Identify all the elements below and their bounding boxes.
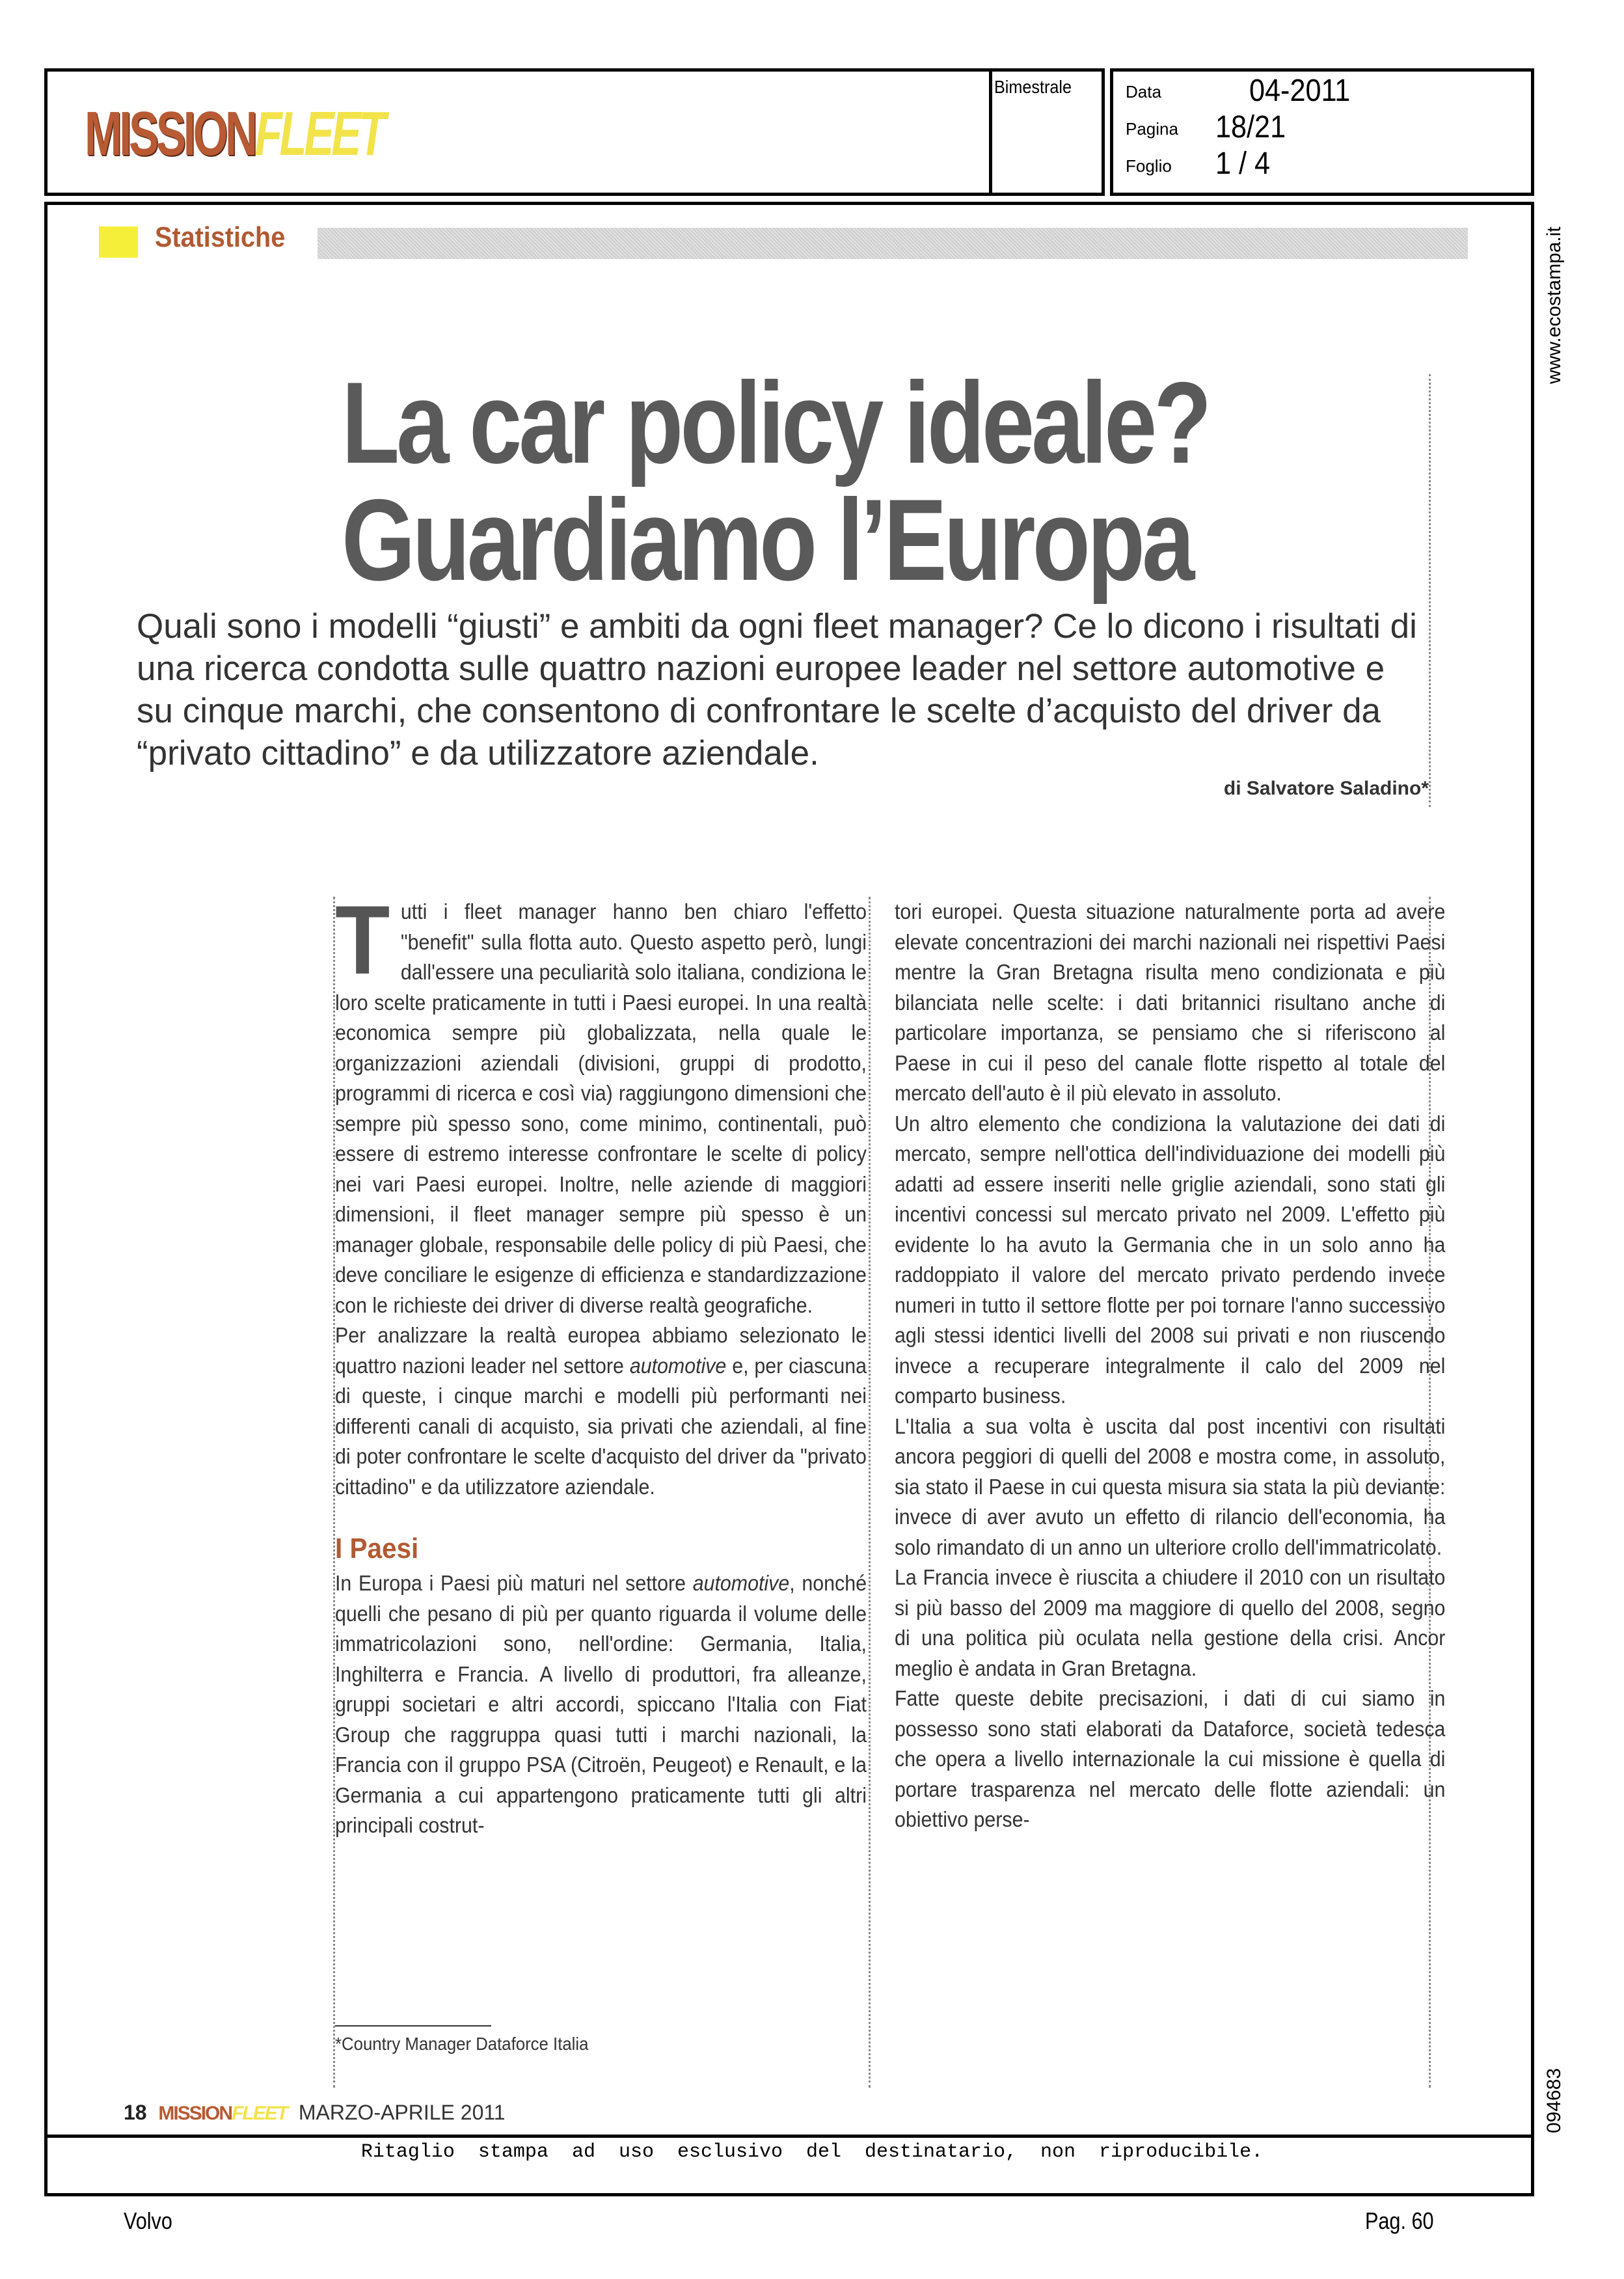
side-url: www.ecostampa.it [1543, 226, 1565, 384]
meta-value-pagina: 18/21 [1215, 110, 1286, 144]
paragraph: Fatte queste debite precisazioni, i dati di cui siamo in possesso sono stati elaborati da Dataforce, società tedesca che opera a livello internazionale la cui missione è quella di portare trasparenza nel mercato delle flotte aziendali: un obiettivo perse- [895, 1686, 1446, 1831]
paragraph: Tutti i fleet manager hanno ben chiaro l'effetto "benefit" sulla flotta auto. Questo aspetto però, lungi dall'essere una peculiarità solo italiana, condiziona le loro scelte praticamente in tutti i Paesi europei. In una realtà economica sempre più globalizzata, nella quale le organizzazioni aziendali (divisioni, gruppi di prodotto, programmi di ricerca e così via) raggiungono dimensioni che sempre più spesso sono, come minimo, continentali, può essere di estremo interesse confrontare le scelte di policy nei vari Paesi europei. Inoltre, nelle aziende di maggiori dimensioni, il fleet manager sempre più spesso è un manager globale, responsabile delle policy di più Paesi, che deve conciliare le esigenze di efficienza e standardizzazione con le richieste dei driver di diverse realtà geografiche. [335, 885, 867, 1317]
meta-value-foglio: 1 / 4 [1215, 146, 1271, 181]
standfirst: Quali sono i modelli “giusti” e ambiti da ogni fleet manager? Ce lo dicono i risultati di una ricerca condotta sulle quattro nazioni europee leader nel settore automotive e su cinque marchi, che consentono di confrontare le scelte d’acquisto del driver da “privato cittadino” e da utilizzatore aziendale. [137, 607, 1417, 772]
byline: di Salvatore Saladino* [1223, 778, 1429, 799]
meta-label-data: Data [1126, 82, 1161, 102]
client-name: Volvo [124, 2207, 172, 2234]
meta-label-pagina: Pagina [1126, 119, 1178, 139]
paragraph: La Francia invece è riuscita a chiudere il 2010 con un risultato si più basso del 2009 ma maggiore di quello del 2008, segno di una politica più oculata nella gestione della crisi. Ancor meglio è andata in Gran Bretagna. [895, 1565, 1446, 1680]
section-bar [318, 228, 1468, 259]
folio-logo-mission: MISSION [158, 2103, 232, 2124]
magazine-logo: MISSIONFLEET [85, 99, 383, 169]
article-column-2 [895, 897, 1445, 1835]
meta-label-foglio: Foglio [1126, 156, 1172, 176]
periodicity: Bimestrale [994, 77, 1072, 97]
folio-logo-fleet: FLEET [232, 2103, 288, 2124]
page-indicator: Pag. 60 [1365, 2207, 1434, 2234]
paragraph: Un altro elemento che condiziona la valutazione dei dati di mercato, sempre nell'ottica dell'individuazione dei modelli più adatti ad essere inseriti nelle griglie aziendali, sono stati gli incentivi concessi sul mercato privato nel 2009. L'effetto più evidente lo ha avuto la Germania che in un solo anno ha raddoppiato il valore del mercato privato perdendo invece numeri in tutto il settore flotte per poi tornare l'anno successivo agli stessi identici livelli del 2008 sui privati e non riuscendo invece a recuperare integralmente il calo del 2009 nel comparto business. [895, 1111, 1446, 1408]
reproduction-notice: Ritaglio stampa ad uso esclusivo del destinatario, non riproducibile. [360, 2141, 1264, 2163]
footnote-rule [335, 2025, 491, 2027]
section-marker [99, 226, 138, 258]
column-rule-middle [869, 897, 871, 2088]
section-label: Statistiche [155, 221, 286, 253]
paragraph: In Europa i Paesi più maturi nel settore automotive, nonché quelli che pesano di più per quanto riguarda il volume delle immatricolazioni sono, nell'ordine: Germania, Italia, Inghilterra e Francia. A livello di produttori, fra alleanze, gruppi societari e altri accordi, spiccano l'Italia con Fiat Group che raggruppa quasi tutti i marchi nazionali, la Francia con il gruppo PSA (Citroën, Peugeot) e Renault, e la Germania a cui appartengono praticamente tutti gli altri principali costrut- [335, 1571, 867, 1837]
column-rule-top [1429, 374, 1431, 807]
paragraph: L'Italia a sua volta è uscita dal post incentivi con risultati ancora peggiori di quelli del 2008 e mostra come, in assoluto, sia stato il Paese in cui questa misura sia stata la più deviante: invece di aver avuto un effetto di rilancio dell'economia, ha solo rimandato di un anno un ulteriore crollo dell'immatricolato. [895, 1413, 1446, 1559]
folio [124, 2101, 506, 2125]
article-title [342, 358, 1209, 605]
meta-value-data: 04-2011 [1249, 74, 1351, 108]
article-title-line-1: La car policy ideale? [342, 358, 1209, 487]
drop-cap: T [335, 885, 390, 994]
paragraph: Per analizzare la realtà europea abbiamo selezionato le quattro nazioni leader nel settore automotive e, per ciascuna di queste, i cinque marchi e modelli più performanti nei differenti canali di acquisto, sia privati che aziendali, al fine di poter confrontare le scelte d'acquisto del driver da "privato cittadino" e da utilizzatore aziendale. [335, 1323, 867, 1499]
paragraph: tori europei. Questa situazione naturalmente porta ad avere elevate concentrazioni dei marchi nazionali nei rispettivi Paesi mentre la Gran Bretagna risulta meno condizionata e più bilanciata nelle scelte: i dati britannici risultano anche di particolare importanza, se pensiamo che si riferiscono al Paese in cui il peso del canale flotte rispetto al totale del mercato dell'auto è il più elevato in assoluto. [895, 899, 1446, 1105]
footnote: *Country Manager Dataforce Italia [335, 2034, 589, 2054]
folio-page-number: 18 [124, 2101, 147, 2124]
subheading: I Paesi [335, 1533, 419, 1564]
folio-issue: MARZO-APRILE 2011 [298, 2101, 506, 2124]
article-title-line-2: Guardiamo l’Europa [342, 475, 1192, 605]
article-column-1 [335, 885, 867, 1841]
